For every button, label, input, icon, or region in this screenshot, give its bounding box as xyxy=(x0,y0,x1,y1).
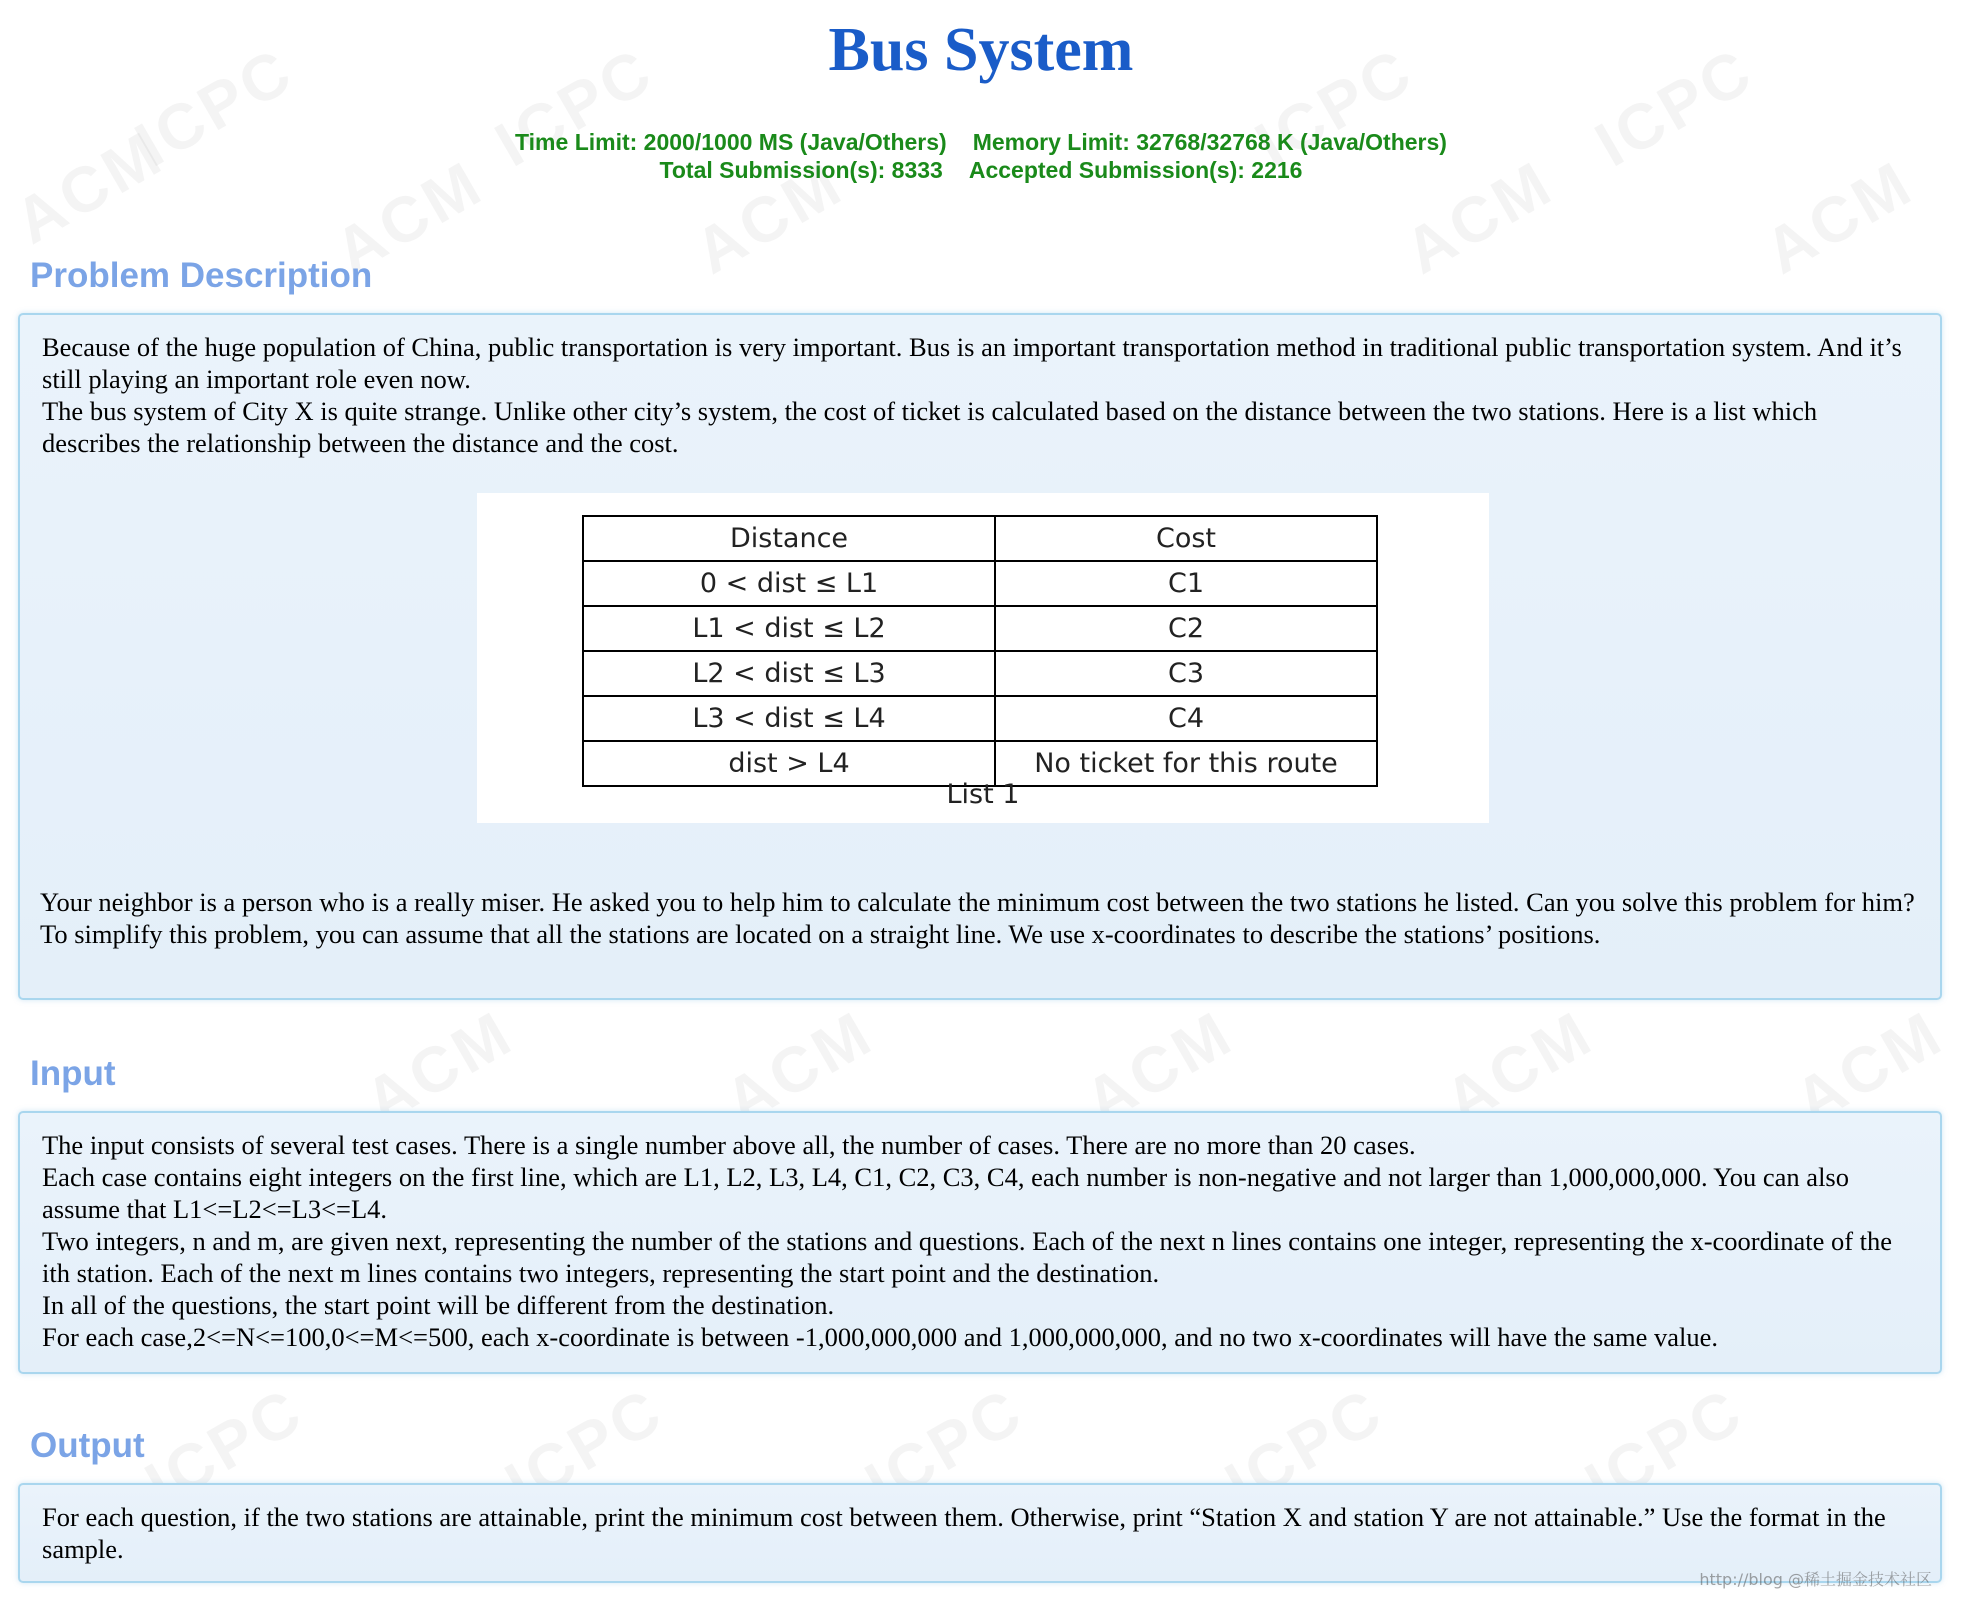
distance-cell: L3 < dist ≤ L4 xyxy=(583,696,995,741)
table-caption: List 1 xyxy=(946,779,1020,810)
section-heading-output: Output xyxy=(30,1426,145,1465)
distance-cell: L2 < dist ≤ L3 xyxy=(583,651,995,696)
site-credit: http://blog @稀土掘金技术社区 xyxy=(1699,1570,1932,1589)
input-panel xyxy=(18,1111,1942,1374)
page-title: Bus System xyxy=(828,16,1134,84)
distance-cell: dist > L4 xyxy=(583,741,995,786)
memory-limit: Memory Limit: 32768/32768 K (Java/Others) xyxy=(972,129,1447,155)
table-row xyxy=(583,696,1377,741)
cost-cell: C4 xyxy=(995,696,1377,741)
input-line: Each case contains eight integers on the first line, which are L1, L2, L3, L4, C1, C2, C3, C4, each number is non-negative and not larger than 1,000,000,000. You can also assume that L1<=L2<=L3<=L4. xyxy=(42,1162,1849,1224)
table-row xyxy=(583,561,1377,606)
description-continued xyxy=(18,870,1942,1000)
cost-cell: C1 xyxy=(995,561,1377,606)
accepted-submissions: Accepted Submission(s): 2216 xyxy=(968,157,1303,183)
input-line: Two integers, n and m, are given next, representing the number of the stations and questions. Each of the next n lines contains one integer, representing the x-coordinate of the ith station. Each of the next m lines contains two integers, representing the start point and the destination. xyxy=(42,1226,1893,1288)
description-paragraph: The bus system of City X is quite strange. Unlike other city’s system, the cost of ticket is calculated based on the distance between the two stations. Here is a list which describes the relationship between the distance and the cost. xyxy=(42,396,1818,458)
total-submissions: Total Submission(s): 8333 xyxy=(659,157,943,183)
time-limit: Time Limit: 2000/1000 MS (Java/Others) xyxy=(515,129,947,155)
description-paragraph: Because of the huge population of China, public transportation is very important. Bus is an important transportation method in traditional public transportation system. And it’s still playing an important role even now. xyxy=(42,332,1902,394)
distance-cell: 0 < dist ≤ L1 xyxy=(583,561,995,606)
problem-limits xyxy=(0,128,1962,184)
table-header-cell: Cost xyxy=(995,516,1377,561)
section-heading-input: Input xyxy=(30,1054,116,1093)
limits-row-1 xyxy=(0,128,1962,156)
cost-cell: C2 xyxy=(995,606,1377,651)
cost-list-figure xyxy=(477,493,1489,823)
table-header-cell: Distance xyxy=(583,516,995,561)
section-heading-description: Problem Description xyxy=(30,256,373,295)
input-line: For each case,2<=N<=100,0<=M<=500, each x-coordinate is between -1,000,000,000 and 1,000,000,000, and no two x-coordinates will have the same value. xyxy=(42,1322,1719,1352)
table-header-row xyxy=(583,516,1377,561)
table-row xyxy=(583,651,1377,696)
table-row xyxy=(583,606,1377,651)
cost-cell: C3 xyxy=(995,651,1377,696)
cost-table xyxy=(582,515,1378,787)
output-panel xyxy=(18,1483,1942,1583)
limits-row-2 xyxy=(0,156,1962,184)
input-line: In all of the questions, the start point will be different from the destination. xyxy=(42,1290,835,1320)
distance-cell: L1 < dist ≤ L2 xyxy=(583,606,995,651)
cost-cell: No ticket for this route xyxy=(995,741,1377,786)
output-text: For each question, if the two stations are attainable, print the minimum cost between them. Otherwise, print “Station X and station Y are not attainable.” Use the format in the sample. xyxy=(42,1502,1886,1564)
description-paragraph: To simplify this problem, you can assume that all the stations are located on a straight line. We use x-coordinates to describe the stations’ positions. xyxy=(40,919,1601,949)
description-paragraph: Your neighbor is a person who is a really miser. He asked you to help him to calculate the minimum cost between the two stations he listed. Can you solve this problem for him? xyxy=(40,887,1915,917)
input-line: The input consists of several test cases. There is a single number above all, the number of cases. There are no more than 20 cases. xyxy=(42,1130,1416,1160)
